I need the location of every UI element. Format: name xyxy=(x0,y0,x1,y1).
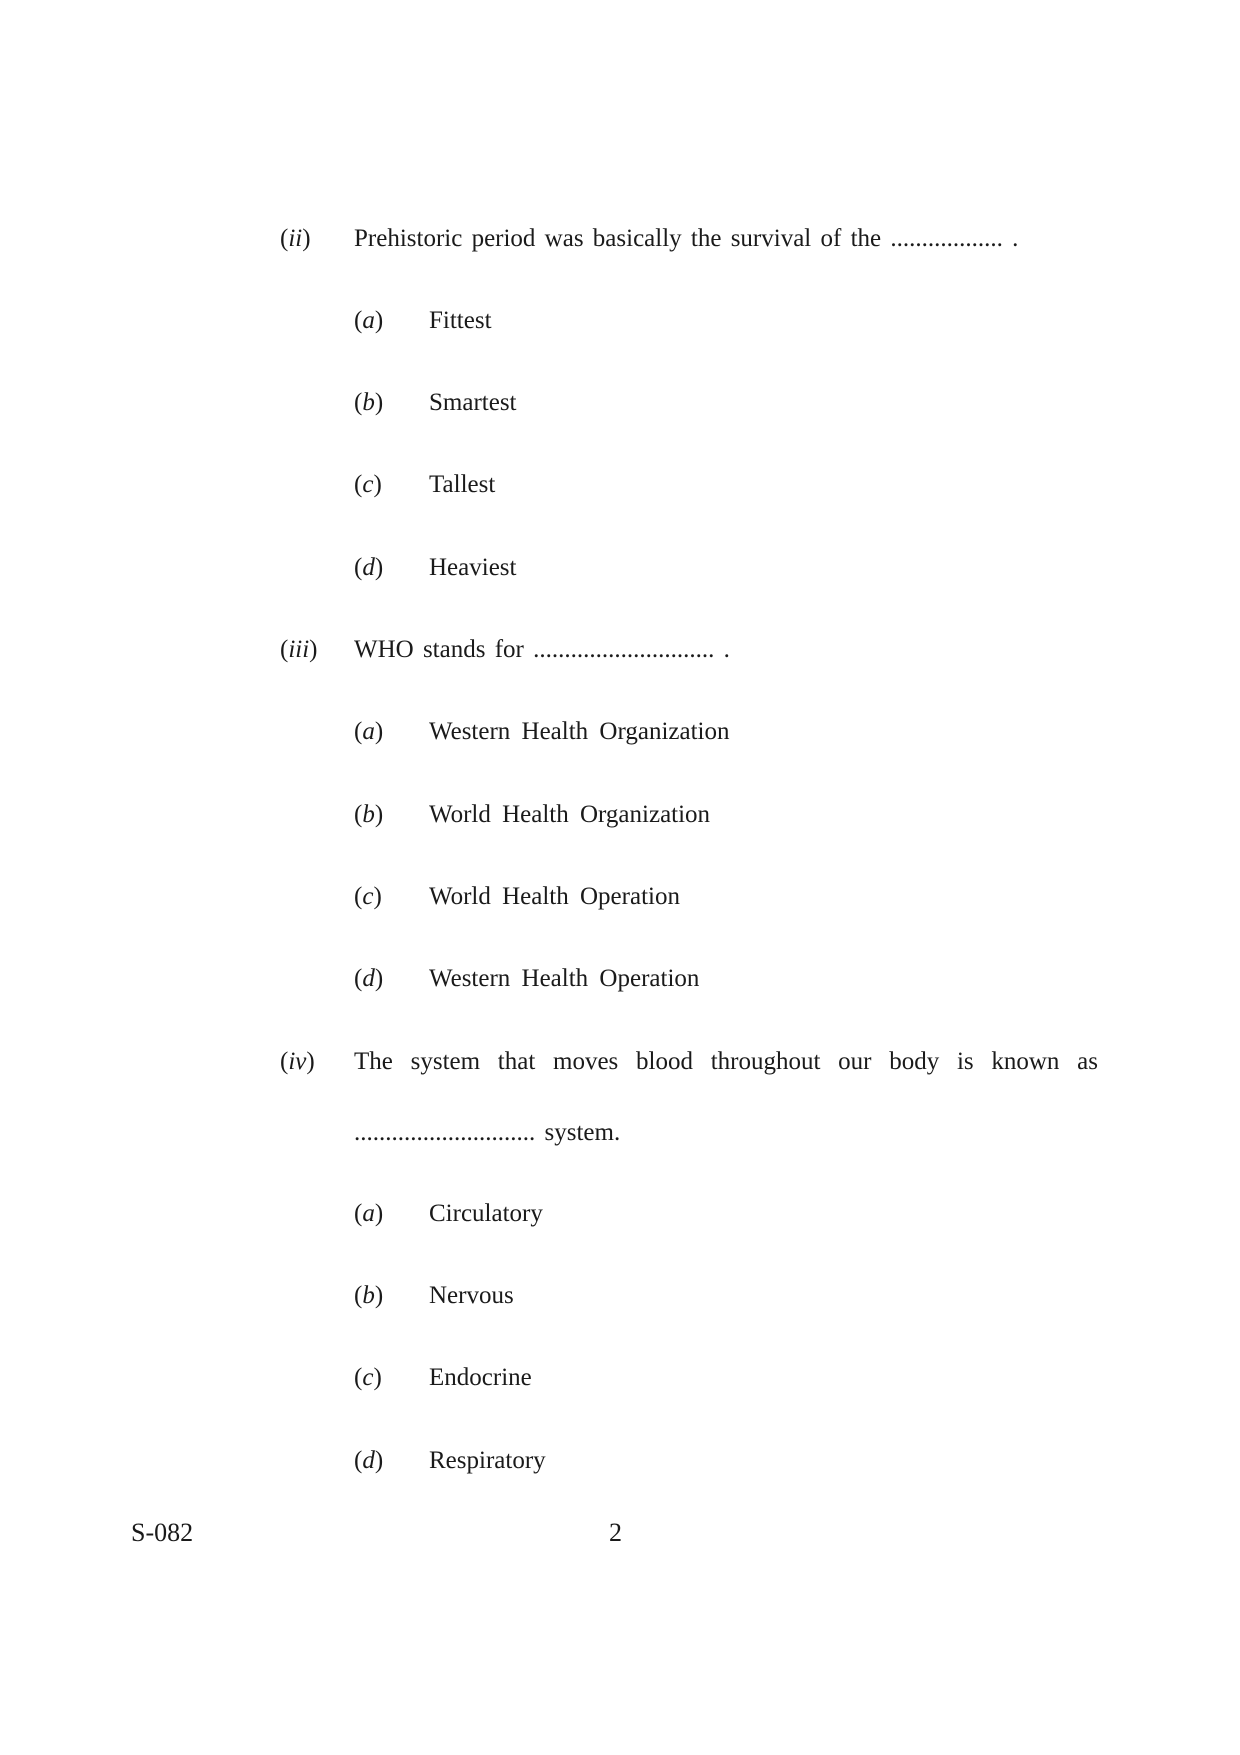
option-label: (b) xyxy=(354,801,384,828)
option-text: World Health Organization xyxy=(429,801,711,828)
option-label: (a) xyxy=(354,307,384,334)
option-text: Western Health Organization xyxy=(429,718,730,745)
option-label: (b) xyxy=(354,389,384,416)
option-label: (c) xyxy=(354,471,382,498)
option-text: Smartest xyxy=(429,389,517,416)
question-text: The system that moves blood throughout our body is known as xyxy=(354,1048,1098,1075)
option-text: Circulatory xyxy=(429,1200,543,1227)
question-number: (ii) xyxy=(280,225,311,252)
option-text: Tallest xyxy=(429,471,496,498)
question-number: (iv) xyxy=(280,1048,315,1075)
option-label: (a) xyxy=(354,1200,384,1227)
option-text: Fittest xyxy=(429,307,492,334)
option-text: Western Health Operation xyxy=(429,965,700,992)
question-text-continued: ............................. system. xyxy=(354,1119,621,1146)
option-label: (d) xyxy=(354,1447,384,1474)
question-number: (iii) xyxy=(280,636,318,663)
option-text: Heaviest xyxy=(429,554,517,581)
option-text: World Health Operation xyxy=(429,883,680,910)
option-label: (c) xyxy=(354,1364,382,1391)
page-number: 2 xyxy=(609,1518,622,1547)
option-text: Endocrine xyxy=(429,1364,532,1391)
option-text: Nervous xyxy=(429,1282,514,1309)
option-label: (d) xyxy=(354,554,384,581)
question-text: Prehistoric period was basically the survival of the .................. . xyxy=(354,225,1019,252)
question-text: WHO stands for ............................. . xyxy=(354,636,730,663)
option-label: (b) xyxy=(354,1282,384,1309)
paper-code: S-082 xyxy=(131,1518,194,1547)
option-label: (c) xyxy=(354,883,382,910)
option-label: (d) xyxy=(354,965,384,992)
option-label: (a) xyxy=(354,718,384,745)
option-text: Respiratory xyxy=(429,1447,546,1474)
